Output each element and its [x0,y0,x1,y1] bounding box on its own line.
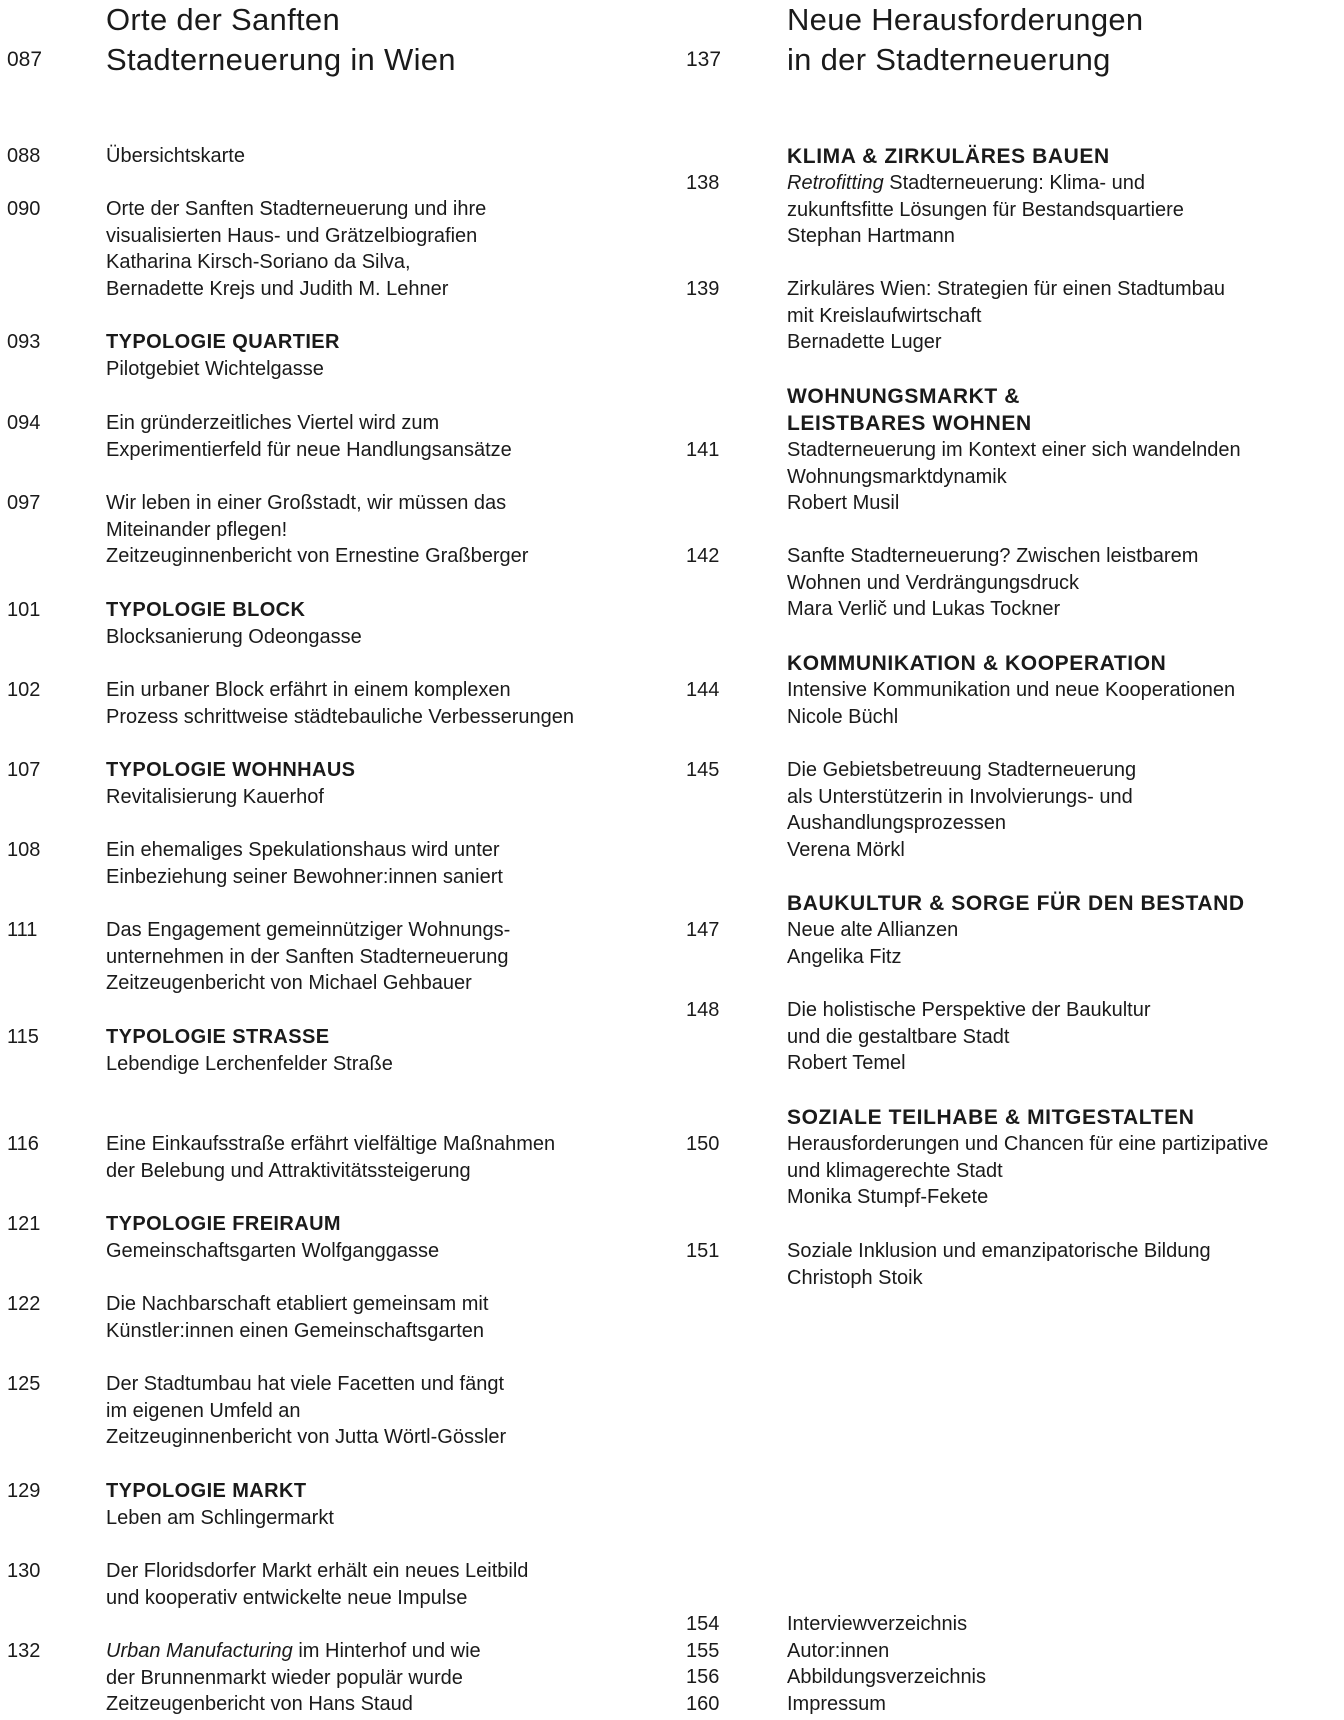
entry-text-line: Katharina Kirsch-Soriano da Silva, [106,251,411,274]
category-heading-line: WOHNUNGSMARKT & [787,385,1020,408]
entry-page-number: 111 [7,919,38,941]
section-number: 087 [7,48,43,71]
entry-page-number: 115 [7,1026,39,1048]
entry-text-line: Der Floridsdorfer Markt erhält ein neues Leitbild [106,1560,529,1582]
entry-text-line: Angelika Fitz [787,945,902,968]
entry-page-number: 102 [7,679,41,701]
category-heading-line: BAUKULTUR & SORGE FÜR DEN BESTAND [787,892,1245,915]
category-heading-line: SOZIALE TEILHABE & MITGESTALTEN [787,1106,1195,1129]
section-title-line: Neue Herausforderungen [787,2,1144,37]
entry-text-line: Die holistische Perspektive der Baukultur [787,999,1151,1021]
entry-text-line: Die Gebietsbetreuung Stadterneuerung [787,759,1137,781]
category-heading [787,143,1110,170]
entry-text-line: Blocksanierung Odeongasse [106,625,362,648]
entry-text-line: Eine Einkaufsstraße erfährt vielfältige Maßnahmen [106,1133,556,1155]
entry-text-line: Intensive Kommunikation und neue Kooperationen [787,679,1236,701]
entry-text-line: Zeitzeuginnenbericht von Ernestine Graßberger [106,545,529,568]
entry-text-line [787,170,1184,197]
entry-text-line: Experimentierfeld für neue Handlungsansätze [106,438,512,461]
entry-text-rest: Stadterneuerung: Klima- und [883,172,1145,194]
entry-page-number: 132 [7,1640,41,1662]
entry-text-line: Das Engagement gemeinnütziger Wohnungs- [106,919,511,941]
entry-page-number: 121 [7,1213,41,1235]
entry-typology-heading: TYPOLOGIE MARKT [106,1480,307,1502]
entry-page-number: 090 [7,198,41,220]
entry-text-line: Zeitzeugenbericht von Hans Staud [106,1693,413,1716]
appendix-item[interactable] [686,1664,1106,1691]
entry-page-number: 101 [7,599,41,621]
category-heading [787,890,1245,917]
entry-text-line: Wohnungsmarktdynamik [787,465,1007,488]
entry-text-line: Neue alte Allianzen [787,919,959,941]
entry-page-number: 144 [686,679,720,701]
entry-text-line: Zeitzeuginnenbericht von Jutta Wörtl-Gössler [106,1426,507,1449]
entry-text-line: Lebendige Lerchenfelder Straße [106,1052,393,1075]
category-heading-line: KOMMUNIKATION & KOOPERATION [787,652,1167,675]
entry-page-number: 093 [7,331,41,353]
entry-text-line: Mara Verlič und Lukas Tockner [787,598,1061,621]
entry-page-number: 129 [7,1480,41,1502]
entry-text-line: und klimagerechte Stadt [787,1159,1003,1182]
entry-text-line: Ein gründerzeitliches Viertel wird zum [106,412,440,434]
appendix-item[interactable] [686,1691,1106,1718]
entry-page-number: 141 [686,439,720,461]
entry-text-line: als Unterstützerin in Involvierungs- und [787,785,1133,808]
entry-text-line: Gemeinschaftsgarten Wolfganggasse [106,1239,440,1262]
entry-text-line: Bernadette Luger [787,331,942,354]
entry-text-line: unternehmen in der Sanften Stadterneuerung [106,945,509,968]
entry-text-line: Zeitzeugenbericht von Michael Gehbauer [106,972,472,995]
entry-text-line: Wir leben in einer Großstadt, wir müssen das [106,492,507,514]
entry-page-number: 107 [7,759,41,781]
entry-text-line: Wohnen und Verdrängungsdruck [787,571,1080,594]
entry-text-line: Leben am Schlingermarkt [106,1506,334,1529]
entry-typology-heading: TYPOLOGIE QUARTIER [106,331,340,353]
section-title-line: Orte der Sanften [106,2,340,37]
entry-typology-heading: TYPOLOGIE STRASSE [106,1026,330,1048]
entry-page-number: 150 [686,1133,720,1155]
entry-text-line: Revitalisierung Kauerhof [106,785,324,808]
entry-text-line: Übersichtskarte [106,145,245,167]
appendix-item[interactable] [686,1638,1106,1665]
appendix-label: Abbildungsverzeichnis [787,1666,987,1689]
section-title-line: in der Stadterneuerung [787,42,1111,77]
entry-text-line: Nicole Büchl [787,705,899,728]
entry-text-line: visualisierten Haus- und Grätzelbiografien [106,224,478,247]
entry-text-line: Orte der Sanften Stadterneuerung und ihre [106,198,487,220]
entry-text-line: und kooperativ entwickelte neue Impulse [106,1586,468,1609]
entry-text-line: Herausforderungen und Chancen für eine partizipative [787,1133,1269,1155]
entry-page-number: 148 [686,999,720,1021]
entry-page-number: 125 [7,1373,41,1395]
category-heading [787,383,1032,437]
entry-text-line: zukunftsfitte Lösungen für Bestandsquartiere [787,198,1184,221]
entry-text-line: im eigenen Umfeld an [106,1399,301,1422]
entry-page-number: 151 [686,1240,720,1262]
entry-text-line: Der Stadtumbau hat viele Facetten und fängt [106,1373,505,1395]
entry-text-line: Stephan Hartmann [787,225,955,248]
entry-page-number: 097 [7,492,41,514]
entry-typology-heading: TYPOLOGIE BLOCK [106,599,306,621]
entry-page-number: 094 [7,412,41,434]
entry-text-line: Bernadette Krejs und Judith M. Lehner [106,277,449,300]
entry-typology-heading: TYPOLOGIE WOHNHAUS [106,759,356,781]
entry-text-line: Ein urbaner Block erfährt in einem komplexen [106,679,511,701]
entry-italic-term: Retrofitting [787,172,884,194]
entry-text-line: Stadterneuerung im Kontext einer sich wandelnden [787,439,1241,461]
entry-page-number: 160 [686,1692,720,1715]
entry-page-number: 142 [686,545,720,567]
entry-text-line: Die Nachbarschaft etabliert gemeinsam mit [106,1293,489,1315]
entry-page-number: 147 [686,919,720,941]
entry-text-line: Pilotgebiet Wichtelgasse [106,357,324,380]
entry-text-rest: im Hinterhof und wie [292,1640,481,1662]
entry-text-line: Künstler:innen einen Gemeinschaftsgarten [106,1319,485,1342]
appendix-label: Autor:innen [787,1639,890,1662]
entry-page-number: 088 [7,145,41,167]
entry-typology-heading: TYPOLOGIE FREIRAUM [106,1213,341,1235]
entry-text-line: Soziale Inklusion und emanzipatorische Bildung [787,1240,1211,1262]
entry-text-line: Sanfte Stadterneuerung? Zwischen leistbarem [787,545,1199,567]
entry-text-line: Robert Temel [787,1052,906,1075]
entry-text-line [106,1638,481,1665]
entry-page-number: 138 [686,172,720,194]
entry-text-line: Aushandlungsprozessen [787,812,1007,835]
entry-text-line: Ein ehemaliges Spekulationshaus wird unter [106,839,500,861]
entry-text-line: Monika Stumpf-Fekete [787,1186,989,1209]
category-heading-line: LEISTBARES WOHNEN [787,412,1032,435]
entry-text-line: mit Kreislaufwirtschaft [787,304,982,327]
entry-page-number: 122 [7,1293,41,1315]
entry-text-line: Verena Mörkl [787,838,905,861]
entry-page-number: 154 [686,1613,720,1635]
entry-text-line: Robert Musil [787,492,900,515]
category-heading-line: KLIMA & ZIRKULÄRES BAUEN [787,145,1110,168]
category-heading [787,650,1166,677]
entry-text-line: Prozess schrittweise städtebauliche Verbesserungen [106,705,575,728]
appendix-label: Impressum [787,1692,886,1715]
entry-text-line: Einbeziehung seiner Bewohner:innen saniert [106,865,503,888]
entry-page-number: 156 [686,1666,720,1689]
section-number: 137 [686,48,722,71]
section-title-line: Stadterneuerung in Wien [106,42,456,77]
entry-text-line: Christoph Stoik [787,1266,923,1289]
entry-text-line: Zirkuläres Wien: Strategien für einen Stadtumbau [787,278,1225,300]
entry-page-number: 145 [686,759,720,781]
category-heading [787,1104,1194,1131]
entry-italic-term: Urban Manufacturing [106,1640,293,1662]
entry-page-number: 155 [686,1639,720,1662]
entry-text-line: der Brunnenmarkt wieder populär wurde [106,1666,463,1689]
appendix-item[interactable] [686,1611,1106,1638]
entry-text-line: Miteinander pflegen! [106,518,288,541]
entry-page-number: 108 [7,839,41,861]
entry-text-line: und die gestaltbare Stadt [787,1025,1010,1048]
entry-page-number: 116 [7,1133,39,1155]
entry-page-number: 139 [686,278,720,300]
entry-page-number: 130 [7,1560,41,1582]
appendix-label: Interviewverzeichnis [787,1613,968,1635]
entry-text-line: der Belebung und Attraktivitätssteigerung [106,1159,471,1182]
